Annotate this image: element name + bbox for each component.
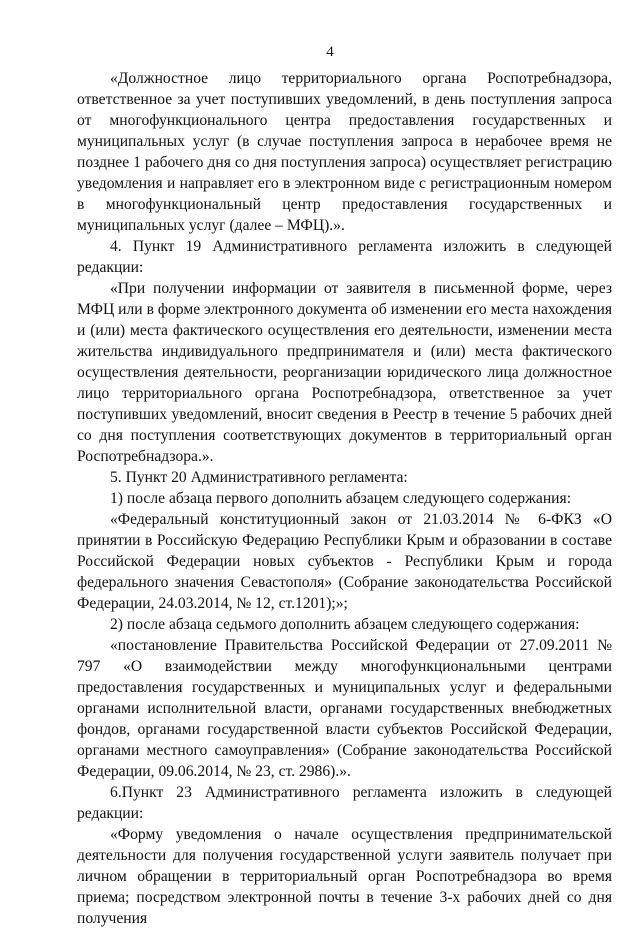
document-body [77, 68, 612, 929]
paragraph-item-5-sub-2: 2) после абзаца седьмого дополнить абзацем следующего содержания: [110, 616, 580, 633]
paragraph-registration-notice: «Должностное лицо территориального органа Роспотребнадзора, ответственное за учет поступивших уведомлений, в день поступления запроса от многофункционального центра предоставления государственных и муниципальных услуг (в случае поступления запроса в нерабочее время не позднее 1 рабочего дня со дня поступления запроса) осуществляет регистрацию уведомления и направляет его в электронном виде с регистрационным номером в многофункциональный центр предоставления государственных и муниципальных услуг (далее – МФЦ).». [77, 70, 612, 234]
paragraph-notification-form: «Форму уведомления о начале осуществления предпринимательской деятельности для получения государственной услуги заявитель получает при личном обращении в территориальный орган Роспотребнадзора во время приема; посредством электронной почты в течение 3-х рабочих дней со дня получения [77, 826, 612, 927]
paragraph-constitutional-law: «Федеральный конституционный закон от 21.03.2014 № 6-ФКЗ «О принятии в Российскую Федерацию Республики Крым и образовании в составе Российской Федерации новых субъектов - Республики Крым и города федерального значения Севастополя» (Собрание законодательства Российской Федерации, 24.03.2014, № 12, ст.1201);»; [77, 511, 612, 612]
paragraph-item-5-sub-1: 1) после абзаца первого дополнить абзацем следующего содержания: [110, 490, 572, 507]
paragraph-item-6-heading: 6.Пункт 23 Административного регламента изложить в следующей редакции: [77, 784, 612, 822]
paragraph-item-5-heading: 5. Пункт 20 Административного регламента: [110, 469, 408, 486]
paragraph-item-19-text: «При получении информации от заявителя в письменной форме, через МФЦ или в форме электронного документа об изменении его места нахождения и (или) места фактического осуществления его деятельности, изменении места жительства индивидуального предпринимателя и (или) места фактического осуществления деятельности, реорганизации юридического лица должностное лицо территориального органа Роспотребнадзора, ответственное за учет поступивших уведомлений, вносит сведения в Реестр в течение 5 рабочих дней со дня поступления соответствующих документов в территориальный орган Роспотребнадзора.». [77, 280, 612, 465]
page-number: 4 [326, 44, 334, 60]
paragraph-government-decree: «постановление Правительства Российской Федерации от 27.09.2011 № 797 «О взаимодействии между многофункциональными центрами предоставления государственных и муниципальных услуг и федеральными органами исполнительной власти, органами государственных внебюджетных фондов, органами государственной власти субъектов Российской Федерации, органами местного самоуправления» (Собрание законодательства Российской Федерации, 09.06.2014, № 23, ст. 2986).». [77, 637, 612, 780]
paragraph-item-4-heading: 4. Пункт 19 Административного регламента изложить в следующей редакции: [77, 238, 612, 276]
